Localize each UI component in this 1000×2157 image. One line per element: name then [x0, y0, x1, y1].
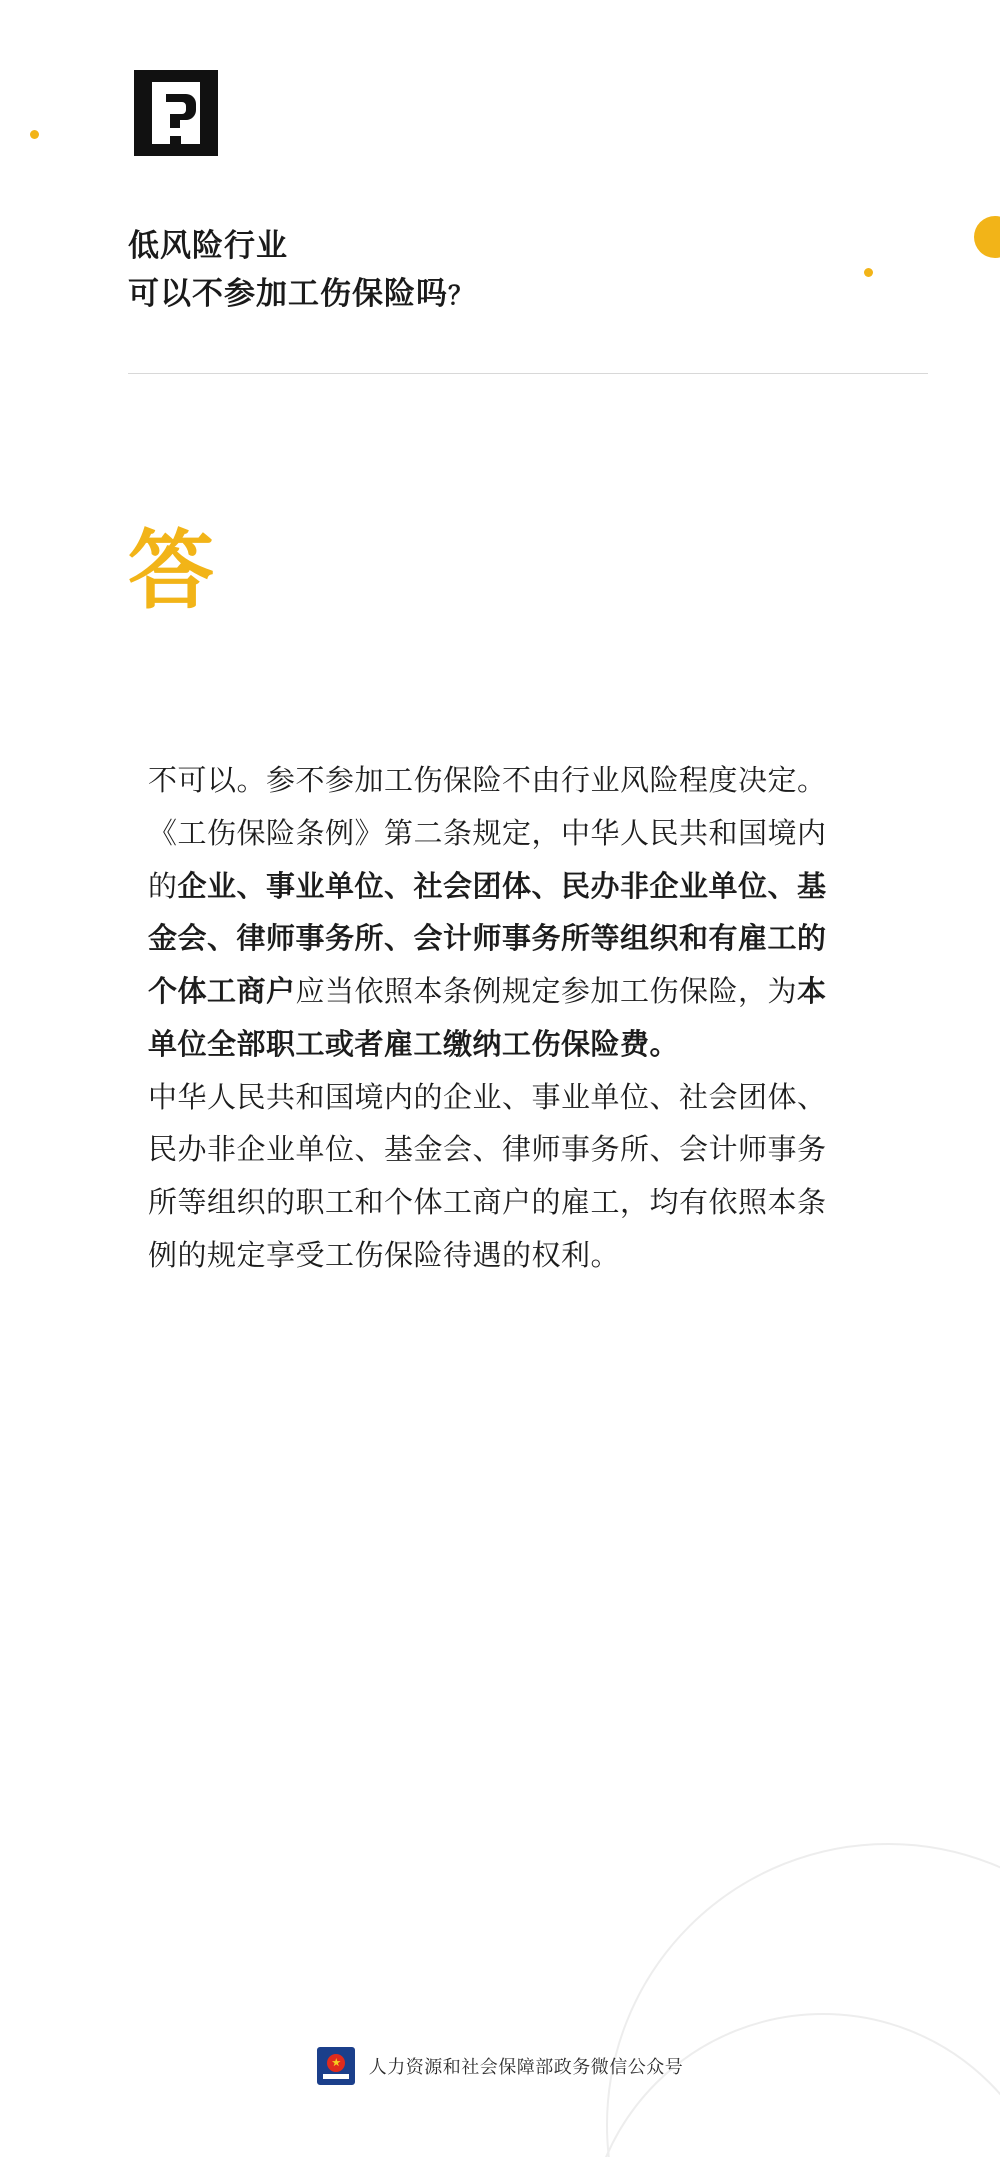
footer: [0, 2047, 1000, 2085]
question-line-2-text: 可以不参加工伤保险吗: [128, 276, 448, 312]
question-line-1: 低风险行业: [128, 228, 288, 263]
answer-run-p2-3: 本单位全部职工或者雇工缴纳工伤保险费。: [148, 976, 827, 1061]
decor-dot-middle: [864, 268, 873, 277]
title-divider: [128, 373, 928, 374]
decor-dot-large-right: [974, 216, 1000, 258]
answer-paragraph-3: [148, 1072, 838, 1283]
question-mark-block-icon: [132, 68, 220, 158]
footer-text: 人力资源和社会保障部政务微信公众号: [368, 2057, 684, 2077]
answer-run-p2-0: 《工伤保险条例》第二条规定，中华人民共和国境内的: [148, 817, 827, 903]
answer-body: [148, 755, 838, 1283]
answer-run-p1-0: 不可以。参不参加工伤保险不由行业风险程度决定。: [148, 765, 827, 797]
answer-paragraph-1: [148, 755, 838, 808]
mohrss-emblem-logo-icon: [317, 2047, 355, 2085]
decor-dot-left: [30, 130, 39, 139]
emblem-bar: [323, 2074, 349, 2079]
question-title: [128, 222, 828, 318]
question-line-2: [128, 270, 828, 318]
answer-run-p2-1: 企业、事业单位、社会团体、民办非企业单位、基金会、律师事务所、会计师事务所等组织和有雇工的个体工商户: [148, 870, 827, 1009]
answer-run-p2-2: 应当依照本条例规定参加工伤保险，为: [295, 976, 798, 1009]
answer-paragraph-2: [148, 808, 838, 1072]
answer-run-p3-0: 中华人民共和国境内的企业、事业单位、社会团体、民办非企业单位、基金会、律师事务所、会计师事务所等组织的职工和个体工商户的雇工，均有依照本条例的规定享受工伤保险待遇的权利。: [148, 1081, 827, 1272]
question-mark: ？: [448, 282, 475, 311]
answer-glyph: 答: [128, 523, 216, 619]
emblem-circle-icon: [327, 2054, 345, 2072]
